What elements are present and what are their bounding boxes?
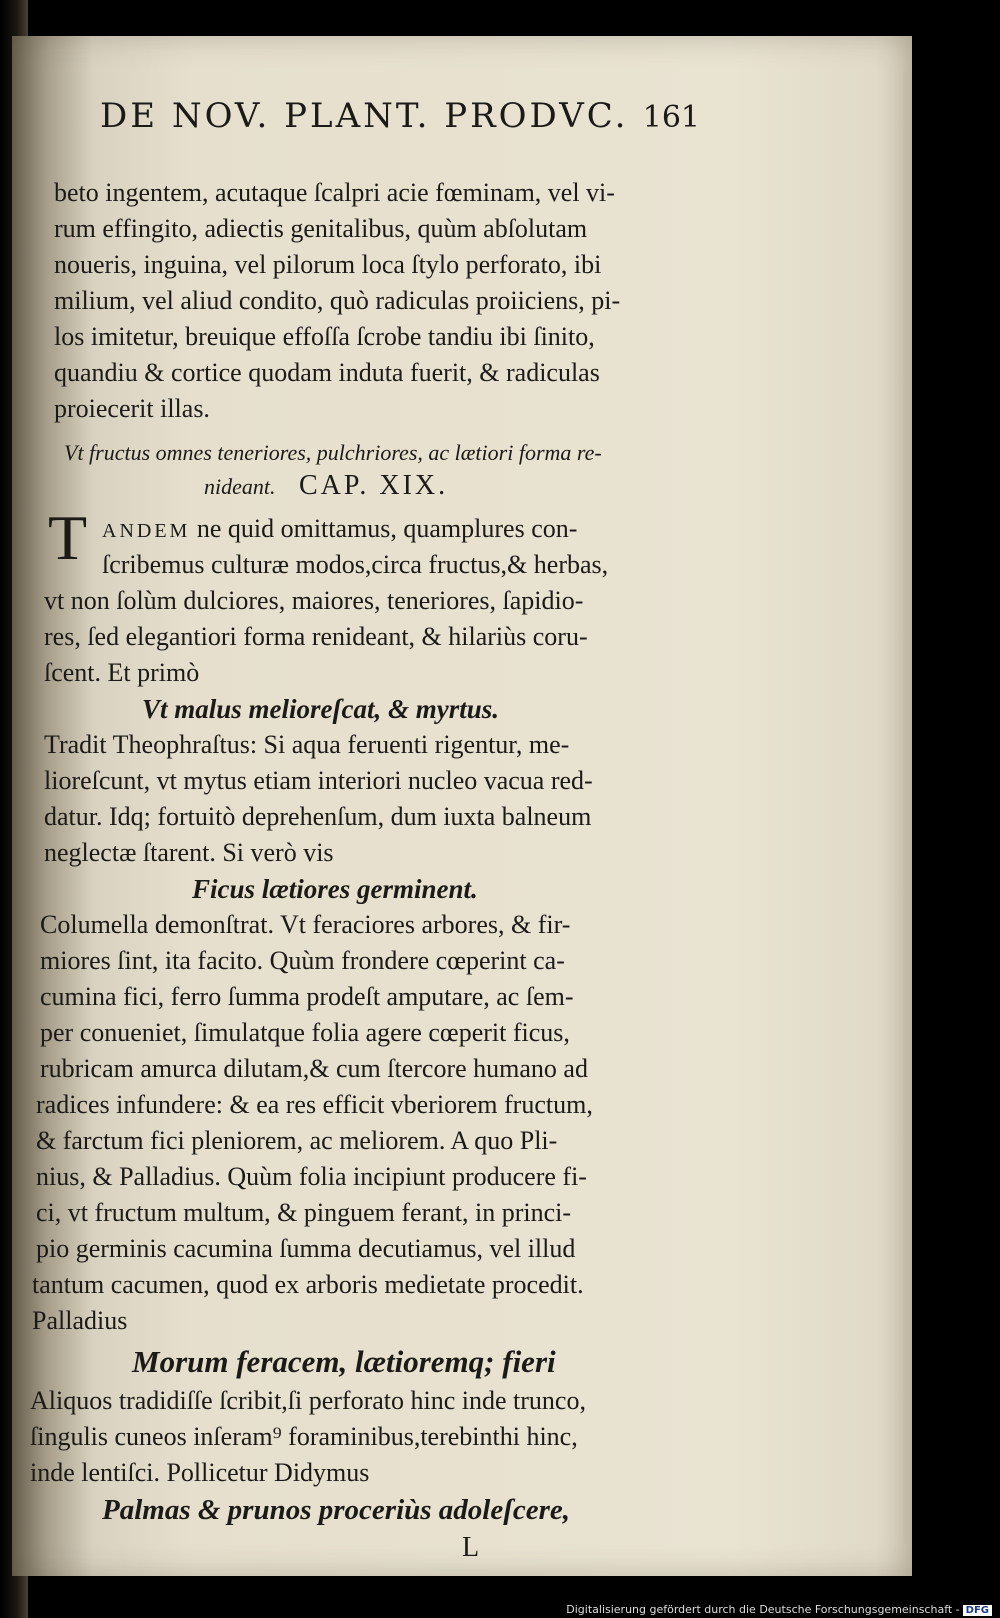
text-line: ci, vt fructum multum, & pinguem ferant, in princi- [36,1198,572,1227]
text-line: Tradit Theophraſtus: Si aqua feruenti rigentur, me- [44,730,570,759]
book-page [12,36,912,1576]
chapter-title-end: nideant. [204,474,276,499]
text-line: & farctum fici pleniorem, ac meliorem. A quo Pli- [36,1126,558,1155]
text-line: ſcribemus culturæ modos,circa fructus,& herbas, [102,550,609,579]
signature-mark: L [462,1532,480,1563]
text-line: los imitetur, breuique effoſſa ſcrobe tandiu ibi ſinito, [54,322,595,351]
text-line: neglectæ ſtarent. Si verò vis [44,838,334,867]
text-line: beto ingentem, acutaque ſcalpri acie fœminam, vel vi- [54,178,615,207]
opening-word: ANDEM [102,520,191,542]
text-line: proiecerit illas. [54,394,210,423]
chapter-title-line-2 [204,470,448,502]
text-line: per conueniet, ſimulatque folia agere cœperit ficus, [40,1018,570,1047]
chapter-title-line-1: Vt fructus omnes teneriores, pulchriores, ac lætiori forma re- [64,440,602,465]
text-line: noueris, inguina, vel pilorum loca ſtylo perforato, ibi [54,250,602,279]
text-line: tantum cacumen, quod ex arboris medietate procedit. [32,1270,584,1299]
section-heading: Morum feracem, lætioremq; fieri [132,1344,556,1379]
text-line: lioreſcunt, vt mytus etiam interiori nucleo vacua red- [44,766,593,795]
text-line: rubricam amurca dilutam,& cum ſtercore humano ad [40,1054,588,1083]
drop-cap: T [48,502,88,573]
text-line: radices infundere: & ea res efficit vberiorem fructum, [36,1090,593,1119]
text-line: Columella demonſtrat. Vt feraciores arbores, & fir- [40,910,571,939]
text-line: ſingulis cuneos inſeram⁹ foraminibus,terebinthi hinc, [30,1422,578,1451]
section-heading: Vt malus melioreſcat, & myrtus. [142,694,500,724]
text-line: rum effingito, adiectis genitalibus, quùm abſolutam [54,214,588,243]
credit-text: Digitalisierung gefördert durch die Deutsche Forschungsgemeinschaft - [566,1603,960,1616]
text-line: Aliquos tradidiſſe ſcribit,ſi perforato hinc inde trunco, [30,1386,586,1415]
text-line: nius, & Palladius. Quùm folia incipiunt producere fi- [36,1162,587,1191]
text-line: res, ſed elegantiori forma renideant, & hilariùs coru- [44,622,588,651]
text-line-rest: ne quid omittamus, quamplures con- [196,514,578,543]
chapter-number: CAP. XIX. [299,470,449,501]
text-line: Palladius [32,1306,128,1335]
text-line: quandiu & cortice quodam induta fuerit, & radiculas [54,358,600,387]
text-line: cumina fici, ferro ſumma prodeſt amputare, ac ſem- [40,982,574,1011]
page-number: 161 [642,100,700,135]
digitization-credit [566,1603,992,1616]
catchword: Palmas & prunos proceriùs adoleſcere, [102,1494,571,1526]
text-line: vt non ſolùm dulciores, maiores, teneriores, ſapidio- [44,586,584,615]
text-line: pio germinis cacumina ſumma decutiamus, vel illud [36,1234,576,1263]
section-heading: Ficus lætiores germinent. [192,874,478,904]
text-line: datur. Idq; fortuitò deprehenſum, dum iuxta balneum [44,802,592,831]
text-line: milium, vel aliud condito, quò radiculas proiiciens, pi- [54,286,621,315]
text-line: inde lentiſci. Pollicetur Didymus [30,1458,370,1487]
running-title: DE NOV. PLANT. PRODVC. [100,96,629,136]
text-line: ſcent. Et primò [44,658,200,687]
dfg-logo: DFG [963,1605,992,1616]
text-line: miores ſint, ita facito. Quùm frondere cœperint ca- [40,946,565,975]
text-line [102,514,577,546]
running-header [100,96,700,136]
